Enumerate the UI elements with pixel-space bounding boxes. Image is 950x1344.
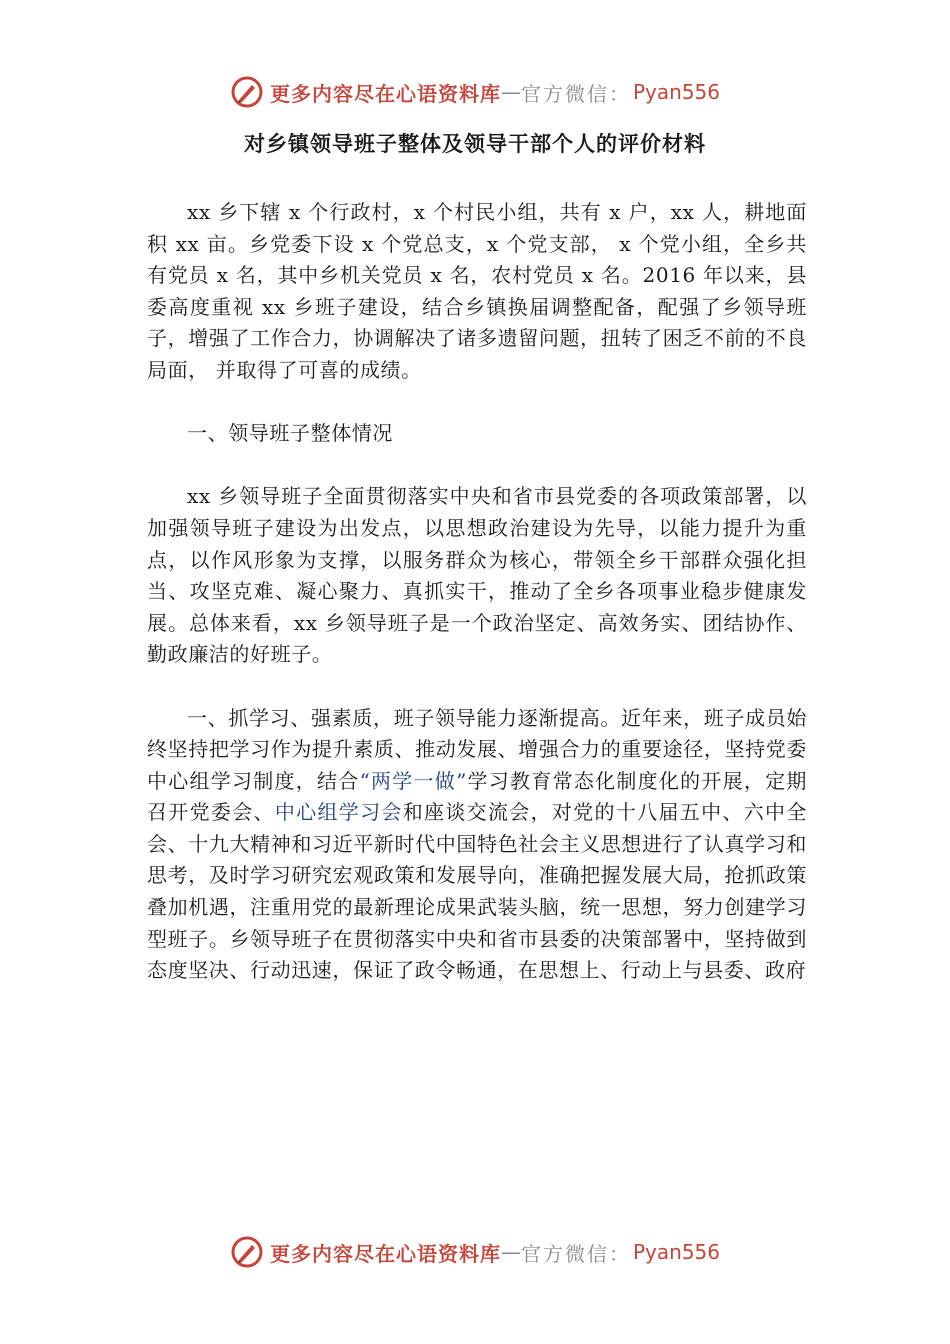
watermark-brand: 更多内容尽在心语资料库 xyxy=(269,1241,501,1266)
link-central-group-study[interactable]: 中心组学习会 xyxy=(274,800,403,825)
watermark-official-label: 官方微信： xyxy=(520,1241,631,1266)
watermark-wechat-handle: Pyan556 xyxy=(632,1240,720,1264)
watermark-dash: — xyxy=(500,1240,521,1264)
watermark-dash: — xyxy=(500,80,521,104)
paragraph-overview: xx 乡领导班子全面贯彻落实中央和省市县党委的各项政策部署，以加强领导班子建设为出发点，以思想政治建设为先导，以能力提升为重点，以作风形象为支撑，以服务群众为核心，带领全乡干部群众强化担当、攻坚克难、凝心聚力、真抓实干，推动了全乡各项事业稳步健康发展。总体来看，xx 乡领导班子是一个政治坚定、高效务实、团结协作、勤政廉洁的好班子。 xyxy=(147,484,807,667)
pen-logo-icon xyxy=(230,75,264,109)
study-text-part-3: 和座谈交流会，对党的十八届五中、六中全会、十九大精神和习近平新时代中国特色社会主义思想进行了认真学习和思考，及时学习研究宏观政策和发展导向，准确把握发展大局，抢抓政策叠加机遇，注重用党的最新理论成果武装头脑，统一思想，努力创建学习型班子。乡领导班子在贯彻落实中央和省市县委的决策部署中，坚持做到态度坚决、行动迅速，保证了政令畅通，在思想上、行动上与县委、政府 xyxy=(147,800,807,983)
section-heading: 一、领导班子整体情况 xyxy=(187,421,393,446)
paragraph-study xyxy=(147,703,807,987)
study-text-part-2: 学习教育常态化制度化的开展，定期召开党委会、 xyxy=(147,768,807,825)
header-watermark xyxy=(0,72,950,112)
footer-watermark xyxy=(0,1232,950,1272)
watermark-official-label: 官方微信： xyxy=(520,81,631,106)
watermark-brand: 更多内容尽在心语资料库 xyxy=(269,81,501,106)
link-two-studies-one-action[interactable]: “两学一做” xyxy=(359,768,467,793)
watermark-wechat-handle: Pyan556 xyxy=(632,80,720,104)
document-title: 对乡镇领导班子整体及领导干部个人的评价材料 xyxy=(244,132,706,156)
paragraph-intro: xx 乡下辖 x 个行政村，x 个村民小组，共有 x 户，xx 人，耕地面积 xx 亩。乡党委下设 x 个党总支，x 个党支部， x 个党小组，全乡共有党员 x 名，其中乡机关党员 x 名，农村党员 x 名。2016 年以来，县委高度重视 xx 乡班子建设，结合乡镇换届调整配备，配强了乡领导班子，增强了工作合力，协调解决了诸多遗留问题，扭转了困乏不前的不良局面， 并取得了可喜的成绩。 xyxy=(147,200,807,382)
study-text-part-1: 一、抓学习、强素质，班子领导能力逐渐提高。近年来，班子成员始终坚持把学习作为提升素质、推动发展、增强合力的重要途径，坚持党委中心组学习制度，结合 xyxy=(147,705,807,793)
document-body xyxy=(147,197,807,1018)
pen-logo-icon xyxy=(230,1235,264,1269)
